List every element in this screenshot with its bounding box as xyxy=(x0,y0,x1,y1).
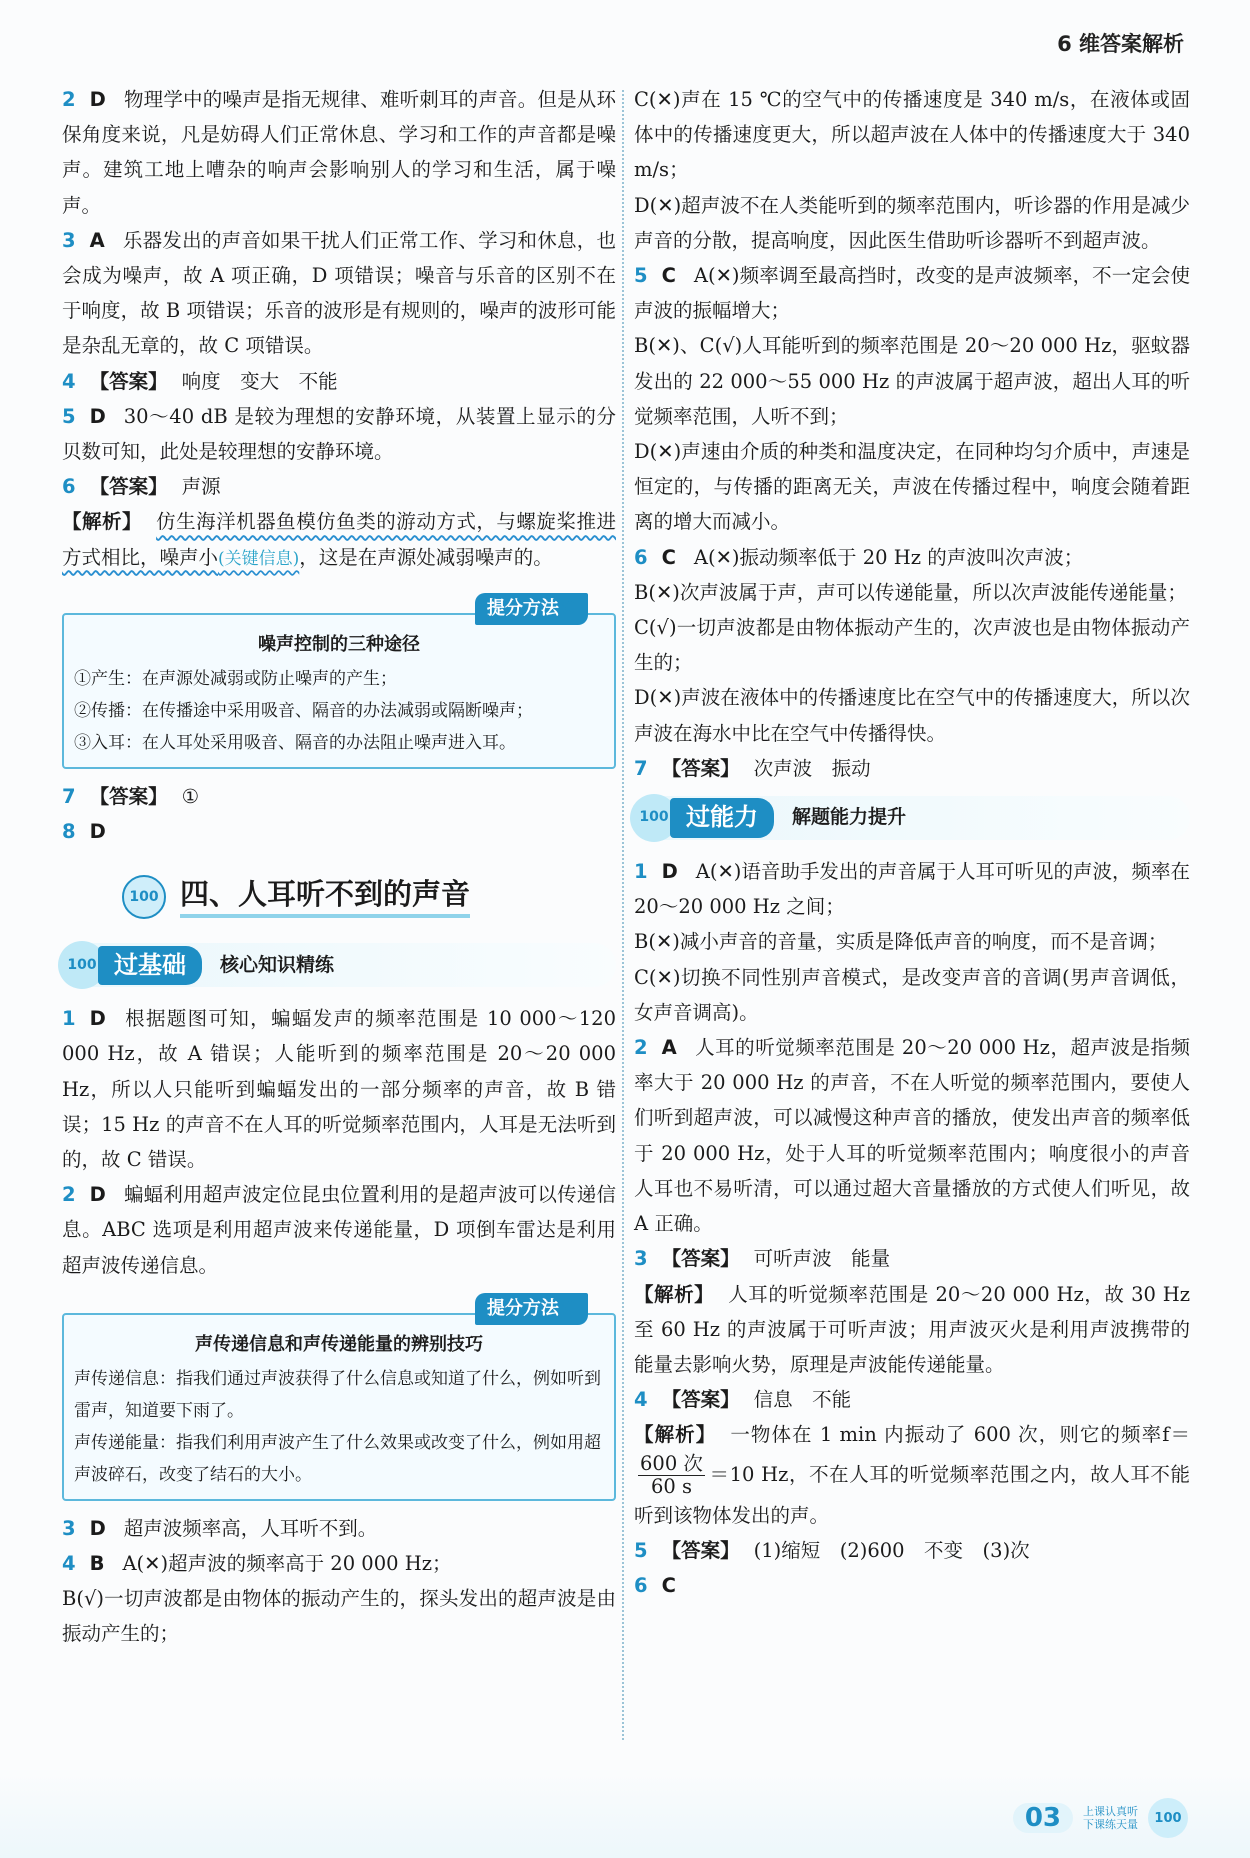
answer-item: 4 B A(✕)超声波的频率高于 20 000 Hz； xyxy=(62,1552,452,1576)
analysis-paragraph: 【解析】 仿生海洋机器鱼模仿鱼类的游动方式，与螺旋桨推进方式相比，噪声小(关键信息)，这是在声源处减弱噪声的。 xyxy=(62,510,616,569)
banner-ability xyxy=(634,796,1190,840)
answer-line: B(✕)次声波属于声，声可以传递能量，所以次声波能传递能量； xyxy=(634,580,1187,604)
section-title: 四、人耳听不到的声音 xyxy=(180,877,470,918)
page-number: 03 xyxy=(1013,1803,1073,1833)
answer-item: 6 C xyxy=(634,1573,676,1597)
tip-box-label: 提分方法 ✪ xyxy=(475,593,588,625)
tip-box-label: 提分方法 ✪ xyxy=(475,1293,588,1325)
answer-line: D(✕)声速由介质的种类和温度决定，在同种均匀介质中，声速是恒定的，与传播的距离无关，声波在传播过程中，响度会随着距离的增大而减小。 xyxy=(634,440,1190,534)
footer-slogan: 上课认真听 下课练天量 xyxy=(1083,1805,1138,1831)
answer-item: 3 D 超声波频率高，人耳听不到。 xyxy=(62,1516,378,1540)
answer-item: 1 D A(✕)语音助手发出的声音属于人耳可听见的声波，频率在 20～20 000 Hz 之间； xyxy=(634,860,1190,919)
answer-item: 2 D 蝙蝠利用超声波定位昆虫位置利用的是超声波可以传递信息。ABC 选项是利用超声波来传递能量，D 项倒车雷达是利用超声波传递信息。 xyxy=(62,1183,616,1277)
answer-item: 3 【答案】 可听声波 能量 xyxy=(634,1247,891,1271)
tip-line: ①产生：在声源处减弱或防止噪声的产生； xyxy=(74,668,397,689)
star-icon: ✪ xyxy=(560,597,576,619)
page-header-title: 6 维答案解析 xyxy=(1057,32,1184,56)
banner-subtitle: 核心知识精练 xyxy=(220,953,335,976)
left-column xyxy=(62,82,616,1652)
page-footer xyxy=(1013,1798,1188,1838)
tip-line: 声传递能量：指我们利用声波产生了什么效果或改变了什么，例如用超声波碎石，改变了结石的大小。 xyxy=(74,1432,601,1485)
column-divider xyxy=(622,90,624,1740)
answer-item: 5 【答案】 (1)缩短 (2)600 不变 (3)次 xyxy=(634,1538,1030,1562)
answer-line: D(✕)声波在液体中的传播速度比在空气中的传播速度大，所以次声波在海水中比在空气中传播得快。 xyxy=(634,686,1190,745)
answer-item: 6 C A(✕)振动频率低于 20 Hz 的声波叫次声波； xyxy=(634,545,1084,569)
mascot-icon: 100 xyxy=(58,941,106,989)
tip-box-sound-info-energy xyxy=(62,1297,616,1501)
analysis-paragraph: 【解析】 人耳的听觉频率范围是 20～20 000 Hz，故 30 Hz 至 60 Hz 的声波属于可听声波；用声波灭火是利用声波携带的能量去影响火势，原理是声波能传递能量。 xyxy=(634,1282,1190,1376)
fraction: $\frac{\text{600 次}}{60 s}$ xyxy=(640,1451,703,1498)
banner-title: 过能力 xyxy=(670,798,774,837)
tip-line: ②传播：在传播途中采用吸音、隔音的办法减弱或隔断噪声； xyxy=(74,700,533,721)
analysis-paragraph: 【解析】 一物体在 1 min 内振动了 600 次，则它的频率f＝ $\frac{\text{600 次}}{60 s}$ ＝10 Hz，不在人耳的听觉频率范围之内，故人耳不能听到该物体发出的声。 xyxy=(634,1423,1190,1527)
answer-item: 5 C A(✕)频率调至最高挡时，改变的是声波频率，不一定会使声波的振幅增大； xyxy=(634,264,1190,323)
answer-item: 5 D 30～40 dB 是较为理想的安静环境，从装置上显示的分贝数可知，此处是较理想的安静环境。 xyxy=(62,404,616,464)
banner-subtitle: 解题能力提升 xyxy=(792,806,907,829)
tip-box-title: 声传递信息和声传递能量的辨别技巧 xyxy=(195,1333,483,1355)
banner-basic xyxy=(62,943,616,987)
answer-item: 6 【答案】 声源 xyxy=(62,475,221,499)
answer-line: B(✕)、C(√)人耳能听到的频率范围是 20～20 000 Hz，驱蚊器发出的 22 000～55 000 Hz 的声波属于超声波，超出人耳的听觉频率范围，人听不到； xyxy=(634,334,1190,428)
tip-line: ③入耳：在人耳处采用吸音、隔音的办法阻止噪声进入耳。 xyxy=(74,732,516,753)
right-column xyxy=(634,82,1190,1603)
mascot-icon: 100 xyxy=(630,794,678,842)
answer-line: C(✕)声在 15 ℃的空气中的传播速度是 340 m/s，在液体或固体中的传播速度更大，所以超声波在人体中的传播速度大于 340 m/s； xyxy=(634,88,1190,182)
answer-item: 7 【答案】 ① xyxy=(62,784,200,808)
banner-title: 过基础 xyxy=(98,946,202,985)
answer-item: 3 A 乐器发出的声音如果干扰人们正常工作、学习和休息，也会成为噪声，故 A 项正确，D 项错误；噪音与乐音的区别不在于响度，故 B 项错误；乐音的波形是有规则的，噪声的波形可能是杂乱无章的，故 C 项错误。 xyxy=(62,228,616,358)
section-heading xyxy=(122,875,616,919)
answer-item: 4 【答案】 信息 不能 xyxy=(634,1388,852,1412)
answer-line: C(√)一切声波都是由物体振动产生的，次声波也是由物体振动产生的； xyxy=(634,616,1190,675)
answer-line: B(√)一切声波都是由物体的振动产生的，探头发出的超声波是由振动产生的； xyxy=(62,1587,616,1646)
tip-line: 声传递信息：指我们通过声波获得了什么信息或知道了什么，例如听到雷声，知道要下雨了。 xyxy=(74,1368,601,1421)
answer-line: C(✕)切换不同性别声音模式，是改变声音的音调(男声音调低，女声音调高)。 xyxy=(634,965,1190,1024)
answer-item: 4 【答案】 响度 变大 不能 xyxy=(62,369,338,393)
answer-line: D(✕)超声波不在人类能听到的频率范围内，听诊器的作用是减少声音的分散，提高响度，因此医生借助听诊器听不到超声波。 xyxy=(634,193,1190,252)
tip-box-noise-control xyxy=(62,597,616,769)
answer-item: 2 A 人耳的听觉频率范围是 20～20 000 Hz，超声波是指频率大于 20 000 Hz 的声音，不在人听觉的频率范围内，要使人们听到超声波，可以减慢这种声音的播放，使发出声音的频率低于 20 000 Hz，处于人耳的听觉频率范围内；响度很小的声音人耳也不易听清，可以通过超大音量播放的方式使人们听见，故 A 正确。 xyxy=(634,1036,1190,1236)
star-icon: ✪ xyxy=(560,1297,576,1319)
mascot-icon: 100 xyxy=(122,875,166,919)
answer-item: 2 D 物理学中的噪声是指无规律、难听刺耳的声音。但是从环保角度来说，凡是妨碍人们正常休息、学习和工作的声音都是噪声。建筑工地上嘈杂的响声会影响别人的学习和生活，属于噪声。 xyxy=(62,88,616,217)
answer-item: 7 【答案】 次声波 振动 xyxy=(634,756,871,780)
mascot-icon: 100 xyxy=(1148,1798,1188,1838)
answer-line: B(✕)减小声音的音量，实质是降低声音的响度，而不是音调； xyxy=(634,930,1168,954)
answer-item: 1 D 根据题图可知，蝙蝠发声的频率范围是 10 000～120 000 Hz，故 A 错误；人能听到的频率范围是 20～20 000 Hz，所以人只能听到蝙蝠发出的一部分频率的声音，故 B 错误；15 Hz 的声音不在人耳的听觉频率范围内，人耳是无法听到的，故 C 错误。 xyxy=(62,1007,616,1172)
answer-item: 8 D xyxy=(62,820,106,844)
tip-box-title: 噪声控制的三种途径 xyxy=(258,633,420,655)
